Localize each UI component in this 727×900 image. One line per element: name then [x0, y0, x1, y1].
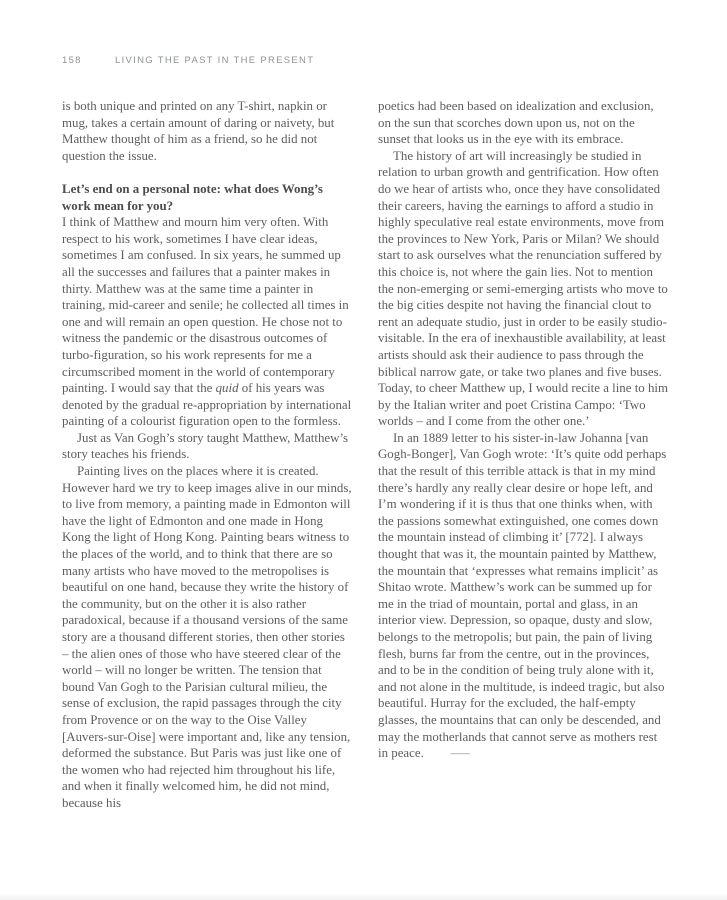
page-header — [62, 55, 665, 66]
answer-text-after-italic: of his years was denoted by the gradual re-appropriation by international painting of a colourist figuration open to the formless. — [62, 381, 352, 429]
end-of-article-mark: — — [450, 746, 470, 761]
paragraph-answer — [62, 214, 353, 430]
running-head: LIVING THE PAST IN THE PRESENT — [115, 55, 315, 66]
paragraph-continuation: is both unique and printed on any T-shirt, napkin or mug, takes a certain amount of daring or naivety, but Matthew thought of him as a friend, so he did not question the issue. — [62, 99, 335, 163]
paragraph: The history of art will increasingly be studied in relation to urban growth and gentrification. How often do we hear of artists who, once they have consolidated their careers, having the earnings to afford a studio in highly speculative real estate environments, move from the provinces to New York, Paris or Milan? We should start to ask ourselves what the renunciation suffered by this choice is, not where the gain lies. Not to mention the non-emerging or semi-emerging artists who move to the big cities despite not having the financial clout to rent an adequate studio, just in order to be easily studio-visitable. In the era of inexhaustible availability, at least artists should ask their audience to pass through the biblical narrow gate, or take two planes and five buses. Today, to cheer Matthew up, I would recite a line to him by the Italian writer and poet Cristina Campo: ‘Two worlds – and I come from the other one.’ — [378, 148, 669, 429]
left-column — [62, 98, 353, 812]
paragraph: Just as Van Gogh’s story taught Matthew, Matthew’s story teaches his friends. — [62, 430, 349, 462]
page-number: 158 — [62, 55, 82, 66]
right-column — [378, 98, 669, 812]
interview-question-heading: Let’s end on a personal note: what does Wong’s work mean for you? — [62, 181, 323, 213]
paragraph: Painting lives on the places where it is created. However hard we try to keep images alive in our minds, to live from memory, a painting made in Edmonton will have the light of Edmonton and one made in Hong Kong the light of Hong Kong. Painting bears witness to the places of the world, and to think that there are so many artists who have moved to the metropolises is beautiful on one hand, because they write the history of the community, but on the other it is also rather paradoxical, because if a thousand versions of the same story are a thousand different stories, then other stories – the alien ones of those who have steered clear of the world – will no longer be written. The tension that bound Van Gogh to the Parisian cultural milieu, the sense of exclusion, the rapid passages through the city from Provence or on the way to the Oise Valley [Auvers-sur-Oise] were important and, like any tension, deformed the substance. But Paris was just like one of the women who had rejected him throughout his life, and when it finally welcomed him, he did not mind, because his — [62, 464, 352, 810]
final-paragraph-text: In an 1889 letter to his sister-in-law Johanna [van Gogh-Bonger], Van Gogh wrote: ‘It’s quite odd perhaps that the result of this terrible attack is that in my mind there’s hardly any really clear desire or hope left, and I’m wondering if it is thus that one thinks when, with the passions somewhat extinguished, one comes down the mountain instead of climbing it’ [772]. I always thought that was it, the mountain painted by Matthew, the mountain that ‘expresses what remains implicit’ as Shitao wrote. Matthew’s work can be summed up for me in the triad of mountain, portal and glass, in an interior view. Depression, so opaque, dusty and slow, belongs to the metropolis; but pain, the pain of living flesh, burns far from the centre, out in the provinces, and to be in the condition of being truly alone with it, and not alone in the multitude, is indeed tragic, but also beautiful. Hurray for the excluded, the half-empty glasses, the mountains that can only be descended, and may the motherlands that cannot serve as mothers rest in peace. — [378, 430, 667, 761]
italic-term: quid — [215, 381, 239, 396]
paragraph-final — [378, 430, 669, 762]
answer-text-before-italic: I think of Matthew and mourn him very often. With respect to his work, sometimes I have clear ideas, sometimes I am confused. In six years, he summed up all the successes and failures that a painter makes in thirty. Matthew was at the same time a painter in training, mid-career and senile; he collected all times in one and will remain an open question. He chose not to witness the pandemic or the disastrous outcomes of turbo-figuration, so his work represents for me a circumscribed moment in the world of contemporary painting. I would say that the — [62, 215, 349, 396]
two-column-text-block — [62, 98, 669, 812]
paragraph-continuation: poetics had been based on idealization and exclusion, on the sun that scorches down upon us, not on the sunset that looks us in the eye with its embrace. — [378, 99, 654, 147]
